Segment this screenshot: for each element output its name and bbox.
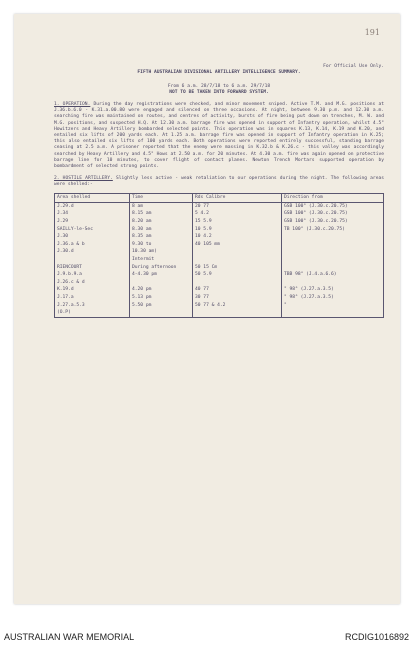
- archive-credit: AUSTRALIAN WAR MEMORIAL: [4, 632, 135, 642]
- table-cell-time: 8.20 am: [130, 218, 193, 226]
- table-row: [55, 210, 384, 218]
- table-cell-dir: ": [282, 302, 384, 310]
- table-row: [55, 218, 384, 226]
- table-cell-dir: " 98° (J.27.a.3.5): [282, 294, 384, 302]
- table-cell-time: [130, 279, 193, 287]
- table-cell-dir: [282, 233, 384, 241]
- column-header: Direction from: [282, 193, 384, 202]
- folio-number: 191: [364, 28, 380, 37]
- table-cell-area: J.29.d: [55, 202, 130, 210]
- table-cell-area: J.29: [55, 218, 130, 226]
- table-cell-time: During afternoon: [130, 264, 193, 272]
- document-page: [14, 14, 400, 604]
- table-cell-area: [55, 256, 130, 264]
- table-cell-rds: 20 77: [193, 202, 282, 210]
- table-cell-dir: [282, 241, 384, 249]
- table-cell-dir: TB 100° (J.30.c.20.75): [282, 226, 384, 234]
- document-title: FIFTH AUSTRALIAN DIVISIONAL ARTILLERY INTELLIGENCE SUMMARY.: [137, 70, 301, 75]
- section-text: Slightly less active - weak retaliation to our operations during the night. The following areas were shelled:-: [54, 176, 384, 188]
- table-cell-time: Intermit: [130, 256, 193, 264]
- table-cell-time: 8.30 am: [130, 226, 193, 234]
- column-header: Rds Calibre: [193, 193, 282, 202]
- table-cell-area: (O.P): [55, 309, 130, 317]
- table-row: [55, 241, 384, 249]
- table-cell-rds: 30 77: [193, 294, 282, 302]
- table-cell-time: 5.13 pm: [130, 294, 193, 302]
- section-heading: 1. OPERATION.: [54, 102, 91, 107]
- table-row: [55, 264, 384, 272]
- table-cell-time: 4-4.30 pm: [130, 271, 193, 279]
- table-cell-area: J.30.d: [55, 248, 130, 256]
- table-cell-area: J.34: [55, 210, 130, 218]
- table-row: [55, 294, 384, 302]
- table-cell-dir: [282, 264, 384, 272]
- classification-marking: For Official Use Only.: [323, 64, 384, 69]
- table-row: [55, 302, 384, 310]
- table-cell-time: 10.30 am): [130, 248, 193, 256]
- table-cell-dir: TBB 98° (J.4.a.6.6): [282, 271, 384, 279]
- table-row: [55, 271, 384, 279]
- table-cell-area: J.30: [55, 233, 130, 241]
- table-cell-area: J.27.a.5.3: [55, 302, 130, 310]
- table-cell-rds: 50 15 Cm: [193, 264, 282, 272]
- table-cell-time: [130, 309, 193, 317]
- table-cell-dir: GSB 100° (J.30.c.20.75): [282, 210, 384, 218]
- section-hostile-artillery: [54, 176, 384, 188]
- table-cell-area: J.17.a: [55, 294, 130, 302]
- table-cell-time: 8.15 am: [130, 210, 193, 218]
- table-cell-time: 5.50 pm: [130, 302, 193, 310]
- section-heading: 2. HOSTILE ARTILLERY.: [54, 176, 113, 182]
- table-cell-rds: 40 77: [193, 286, 282, 294]
- table-cell-area: J.36.a & b: [55, 241, 130, 249]
- document-body: [54, 64, 384, 318]
- table-row: [55, 226, 384, 234]
- table-cell-area: K.19.d: [55, 286, 130, 294]
- section-operation: [54, 102, 384, 170]
- table-row: [55, 256, 384, 264]
- table-cell-dir: [282, 256, 384, 264]
- table-cell-time: 8 am: [130, 202, 193, 210]
- table-cell-dir: GSB 100° (J.30.c.20.75): [282, 218, 384, 226]
- report-period: From 6 a.m. 28/7/18 to 6 a.m. 29/7/18: [167, 84, 271, 89]
- table-cell-dir: [282, 279, 384, 287]
- table-cell-area: J.9.b.9.a: [55, 271, 130, 279]
- table-cell-area: SAILLY-le-Sec: [55, 226, 130, 234]
- table-cell-rds: [193, 248, 282, 256]
- table-row: [55, 279, 384, 287]
- table-header-row: [55, 193, 384, 202]
- shelling-table: [54, 193, 384, 318]
- table-cell-rds: 5 4.2: [193, 210, 282, 218]
- table-cell-dir: [282, 309, 384, 317]
- archive-reference: RCDIG1016892: [344, 632, 409, 642]
- table-cell-time: 9.30 to: [130, 241, 193, 249]
- table-cell-rds: 15 5.9: [193, 218, 282, 226]
- table-cell-dir: GSB 100° (J.30.c.20.75): [282, 202, 384, 210]
- table-cell-time: 8.35 am: [130, 233, 193, 241]
- table-cell-rds: [193, 279, 282, 287]
- table-cell-rds: 50 77 & 4.2: [193, 302, 282, 310]
- table-cell-area: J.26.c & d: [55, 279, 130, 287]
- table-cell-rds: 10 4.2: [193, 233, 282, 241]
- table-row: [55, 233, 384, 241]
- table-cell-rds: [193, 309, 282, 317]
- table-body: [55, 202, 384, 317]
- table-cell-rds: [193, 256, 282, 264]
- table-cell-dir: [282, 248, 384, 256]
- table-row: [55, 286, 384, 294]
- table-cell-time: 4.20 pm: [130, 286, 193, 294]
- table-cell-rds: 10 5.9: [193, 226, 282, 234]
- handling-notice: NOT TO BE TAKEN INTO FORWARD SYSTEM.: [169, 90, 269, 95]
- table-cell-dir: " 98° (J.27.a.3.5): [282, 286, 384, 294]
- section-text: During the day registrations were checked, and minor movement sniped. Active T.M. and M.G. positions at J.36.b.6.0 - K.31.a.00.80 were engaged and silenced on three occasions. At night, between 9.30 p.m. and 12.30 a.m. searching fire was maintained on routes, and centres of activity, bursts of fire being put down on trenches, M. W. and M.G. positions, and suspected H.Q. At 12.30 a.m. barrage fire was opened in support of Infantry operation, whilst 4.5" Howitzers and Heavy Artillery bombarded selected points. This operation was in squares K.13, K.14, K.19 and K.20, and entailed six lifts of 200 yards each. At 1.25 a.m. barrage fire was opened in support of Infantry operation in K.25; this also entailed six lifts of 100 yards each. Both operations were reported entirely successful, standing barrage ceasing at 2.5 a.m. A prisoner reported that the enemy were massing in K.32.b & K.26.c - this valley was accordingly searched by Heavy Artillery and 4.5" Hows at 2.50 a.m. for 20 minutes. At 4.30 a.m. fire was again opened on protective barrage line for 10 minutes, to cover flight of contact planes. Newton Trench Mortars supported operation by bombardment of selected strong points.: [54, 102, 384, 170]
- table-row: [55, 202, 384, 210]
- column-header: Area shelled: [55, 193, 130, 202]
- table-row: [55, 248, 384, 256]
- table-cell-rds: 40 105 mm: [193, 241, 282, 249]
- table-row: [55, 309, 384, 317]
- table-cell-area: RIENCOURT: [55, 264, 130, 272]
- table-cell-rds: 50 5.9: [193, 271, 282, 279]
- column-header: Time: [130, 193, 193, 202]
